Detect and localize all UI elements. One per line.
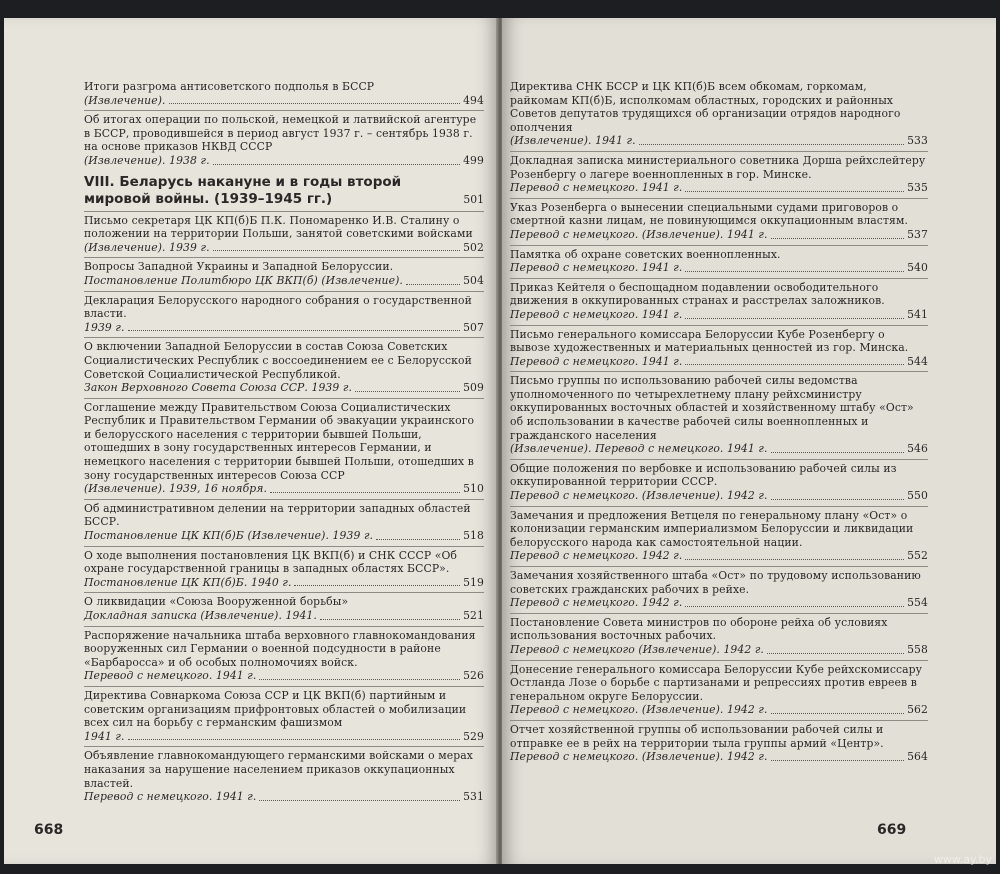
- entry-note: Докладная записка (Извлечение). 1941.: [84, 609, 317, 622]
- entry-title: Итоги разгрома антисоветского подполья в БССР: [84, 80, 375, 93]
- entry-page-number: 535: [907, 181, 928, 195]
- entry-title: Постановление Совета министров по обороне рейха об условиях использования восточных рабочих.: [510, 615, 888, 643]
- entry-page-number: 509: [463, 381, 484, 395]
- entry-note: Перевод с немецкого. 1941 г.: [510, 261, 683, 275]
- dot-leader: [639, 144, 904, 145]
- toc-entry: [84, 110, 484, 167]
- entry-title: Письмо секретаря ЦК КП(б)Б П.К. Пономаренко И.В. Сталину о положении на территории Польши, занятой советскими войсками: [84, 213, 473, 241]
- entry-title: Отчет хозяйственной группы об использовании рабочей силы и отправке ее в рейх на территории тыла группы армий «Центр».: [510, 722, 884, 750]
- entry-title: О ликвидации «Союза Вооруженной борьбы»: [84, 595, 349, 609]
- entry-note: Перевод с немецкого. 1941 г.: [510, 354, 683, 368]
- entry-note: Перевод с немецкого. (Извлечение). 1942 г.: [510, 703, 768, 717]
- entry-note: Перевод с немецкого. (Извлечение). 1941 г.: [510, 227, 768, 241]
- entry-page-number: 533: [907, 134, 928, 148]
- dot-leader: [128, 739, 461, 740]
- toc-entry: [510, 660, 928, 717]
- entry-note: Постановление ЦК КП(б)Б. 1940 г.: [84, 575, 292, 589]
- toc-entry: [84, 499, 484, 543]
- entry-title: Объявление главнокомандующего германскими войсками о мерах наказания за нарушение населением приказов оккупационных властей.: [84, 749, 473, 790]
- entry-note: Перевод с немецкого. 1941 г.: [510, 307, 683, 321]
- toc-entry: [84, 626, 484, 683]
- dot-leader: [767, 653, 904, 654]
- entry-page-number: 499: [463, 153, 484, 167]
- entry-title: Об административном делении на территории западных областей БССР.: [84, 501, 471, 529]
- dot-leader: [376, 539, 460, 540]
- entry-page-number: 518: [463, 529, 484, 543]
- entry-note: Перевод с немецкого. 1941 г.: [84, 790, 257, 804]
- dot-leader: [685, 271, 904, 272]
- dot-leader: [685, 191, 904, 192]
- entry-note: (Извлечение). 1939 г.: [84, 240, 210, 254]
- entry-page-number: 562: [907, 703, 928, 717]
- entry-title: Вопросы Западной Украины и Западной Белоруссии.: [84, 260, 394, 274]
- toc-entry: [510, 371, 928, 456]
- toc-entry: [84, 746, 484, 803]
- entry-page-number: 529: [463, 729, 484, 743]
- entry-page-number: 558: [907, 642, 928, 656]
- entry-page-number: 544: [907, 354, 928, 368]
- entry-page-number: 510: [463, 482, 484, 496]
- toc-entry: [510, 459, 928, 503]
- dot-leader: [213, 250, 460, 251]
- toc-entry: [84, 337, 484, 394]
- entry-title: Приказ Кейтеля о беспощадном подавлении освободительного движения в оккупированных странах и расстрелах заложников.: [510, 280, 885, 308]
- toc-entry: [84, 291, 484, 335]
- toc-entry: [84, 546, 484, 590]
- entry-note: (Извлечение). Перевод с немецкого. 1941 г.: [510, 442, 768, 456]
- entry-title: Докладная записка министериального советника Дорша рейхслейтеру Розенбергу о лагере военнопленных в гор. Минске.: [510, 153, 926, 181]
- dot-leader: [270, 492, 460, 493]
- entry-page-number: 564: [907, 750, 928, 764]
- entry-title: Соглашение между Правительством Союза Социалистических Республик и Правительством Германии об эвакуации украинского и белорусского населения с территории бывшей Польши, отошедших в зону государственных интересов Германии, и немецкого населения с территории бывшей Польши, отошедших в зону государственных интересов Союза ССР: [84, 400, 475, 482]
- entry-note: Перевод с немецкого (Извлечение). 1942 г.: [510, 642, 764, 656]
- toc-entry: [84, 78, 484, 107]
- entry-title: Общие положения по вербовке и использованию рабочей силы из оккупированной территории СССР.: [510, 461, 897, 489]
- dot-leader: [169, 103, 461, 104]
- entry-title: Директива СНК БССР и ЦК КП(б)Б всем обкомам, горкомам, райкомам КП(б)Б, исполкомам областных, городских и районных Советов депутатов трудящихся об организации отрядов народного ополчения: [510, 80, 901, 134]
- toc-entry: [510, 78, 928, 148]
- dot-leader: [355, 391, 460, 392]
- entry-title: Распоряжение начальника штаба верховного главнокомандования вооруженных сил Германии о военной подсудности в районе «Барбаросса» и об особых полномочиях войск.: [84, 628, 476, 669]
- entry-page-number: 541: [907, 307, 928, 321]
- entry-note: (Извлечение). 1938 г.: [84, 153, 210, 167]
- dot-leader: [771, 238, 905, 239]
- toc-entry: [510, 198, 928, 242]
- toc-entry: [510, 506, 928, 563]
- section-title: VIII. Беларусь накануне и в годы второй мировой войны. (1939–1945 гг.): [84, 173, 402, 207]
- entry-title: Замечания и предложения Ветцеля по генеральному плану «Ост» о колонизации германским империализмом Белоруссии и ликвидации белорусского народа как самостоятельной нации.: [510, 508, 914, 549]
- toc-entry: [510, 613, 928, 657]
- dot-leader: [771, 713, 905, 714]
- right-page-number: 669: [877, 822, 907, 838]
- entry-page-number: 521: [463, 609, 484, 622]
- toc-entry: [510, 325, 928, 369]
- entry-note: Перевод с немецкого. 1942 г.: [510, 596, 683, 610]
- dot-leader: [128, 330, 461, 331]
- right-toc-column: [510, 78, 928, 767]
- entry-note: Перевод с немецкого. (Извлечение). 1942 г.: [510, 750, 768, 764]
- entry-title: Письмо генерального комиссара Белоруссии Кубе Розенбергу о вывозе художественных и материальных ценностей из гор. Минска.: [510, 327, 909, 355]
- dot-leader: [771, 760, 905, 761]
- entry-page-number: 526: [463, 669, 484, 683]
- toc-entry: [510, 151, 928, 195]
- dot-leader: [320, 619, 460, 620]
- entry-page-number: 550: [907, 489, 928, 503]
- entry-title: О ходе выполнения постановления ЦК ВКП(б) и СНК СССР «Об охране государственной границы в западных областях БССР».: [84, 548, 457, 576]
- entry-note: (Извлечение).: [84, 93, 166, 107]
- entry-note: 1939 г.: [84, 320, 125, 334]
- toc-entry: [84, 398, 484, 496]
- left-page-number: 668: [34, 822, 64, 838]
- entry-page-number: 504: [463, 273, 484, 287]
- dot-leader: [213, 164, 460, 165]
- entry-page-number: 554: [907, 596, 928, 610]
- entry-note: Перевод с немецкого. 1941 г.: [84, 669, 257, 683]
- entry-note: Постановление ЦК КП(б)Б (Извлечение). 1939 г.: [84, 529, 374, 543]
- left-toc-column: [84, 78, 484, 807]
- toc-entry: [84, 211, 484, 255]
- entry-page-number: 537: [907, 227, 928, 241]
- dot-leader: [685, 318, 904, 319]
- toc-entry: [510, 278, 928, 322]
- dot-leader: [685, 559, 904, 560]
- entry-title: Письмо группы по использованию рабочей силы ведомства уполномоченного по четырехлетнему плану рейхсминистру оккупированных восточных областей и хозяйственному штабу «Ост» об использовании в качестве рабочей силы военнопленных и гражданского населения: [510, 374, 914, 442]
- toc-entry: [84, 686, 484, 743]
- entry-title: Об итогах операции по польской, немецкой и латвийской агентуре в БССР, проводившейся в период август 1937 г. – сентябрь 1938 г. на основе приказов НКВД СССР: [84, 113, 477, 154]
- entry-page-number: 546: [907, 442, 928, 456]
- entry-page-number: 507: [463, 320, 484, 334]
- right-page: [502, 18, 996, 864]
- entry-page-number: 531: [463, 790, 484, 804]
- entry-title: Донесение генерального комиссара Белоруссии Кубе рейхскомиссару Остланда Лозе о борьбе с партизанами и репрессиях против евреев в генеральном округе Белоруссии.: [510, 662, 923, 703]
- dot-leader: [294, 585, 460, 586]
- dot-leader: [259, 800, 460, 801]
- entry-page-number: 501: [463, 192, 484, 206]
- entry-note: Постановление Политбюро ЦК ВКП(б) (Извлечение).: [84, 273, 403, 287]
- entry-page-number: 494: [463, 93, 484, 107]
- entry-title: Памятка об охране советских военнопленных.: [510, 247, 781, 261]
- dot-leader: [259, 679, 460, 680]
- dot-leader: [685, 606, 904, 607]
- entry-title: Декларация Белорусского народного собрания о государственной власти.: [84, 293, 472, 321]
- section-heading: [84, 174, 484, 208]
- dot-leader: [771, 499, 905, 500]
- dot-leader: [406, 284, 460, 285]
- entry-title: Директива Совнаркома Союза ССР и ЦК ВКП(б) партийным и советским организациям прифронтовых областей о мобилизации всех сил на борьбу с германским фашизмом: [84, 688, 467, 730]
- entry-title: Замечания хозяйственного штаба «Ост» по трудовому использованию советских гражданских рабочих в рейхе.: [510, 569, 921, 596]
- dot-leader: [771, 452, 905, 453]
- entry-page-number: 519: [463, 575, 484, 589]
- entry-page-number: 502: [463, 240, 484, 254]
- toc-entry: [84, 592, 484, 622]
- entry-title: Указ Розенберга о вынесении специальными судами приговоров о смертной казни лицам, не повинующимся оккупационным властям.: [510, 200, 908, 228]
- toc-entry: [84, 257, 484, 287]
- dot-leader: [685, 364, 904, 365]
- left-page: [4, 18, 498, 864]
- entry-note: Перевод с немецкого. (Извлечение). 1942 г.: [510, 489, 768, 503]
- entry-title: О включении Западной Белоруссии в состав Союза Советских Социалистических Республик с воссоединением ее с Белорусской Советской Социалистической Республикой.: [84, 340, 472, 381]
- entry-note: (Извлечение). 1941 г.: [510, 134, 636, 148]
- entry-note: Перевод с немецкого. 1942 г.: [510, 549, 683, 563]
- entry-note: (Извлечение). 1939, 16 ноября.: [84, 482, 268, 496]
- entry-note: Перевод с немецкого. 1941 г.: [510, 181, 683, 195]
- toc-entry: [510, 566, 928, 610]
- entry-note: 1941 г.: [84, 729, 125, 743]
- entry-note: Закон Верховного Совета Союза ССР. 1939 г.: [84, 381, 352, 395]
- toc-entry: [510, 245, 928, 275]
- entry-page-number: 540: [907, 261, 928, 275]
- toc-entry: [510, 720, 928, 764]
- watermark: www.ay.by: [933, 853, 992, 866]
- entry-page-number: 552: [907, 549, 928, 563]
